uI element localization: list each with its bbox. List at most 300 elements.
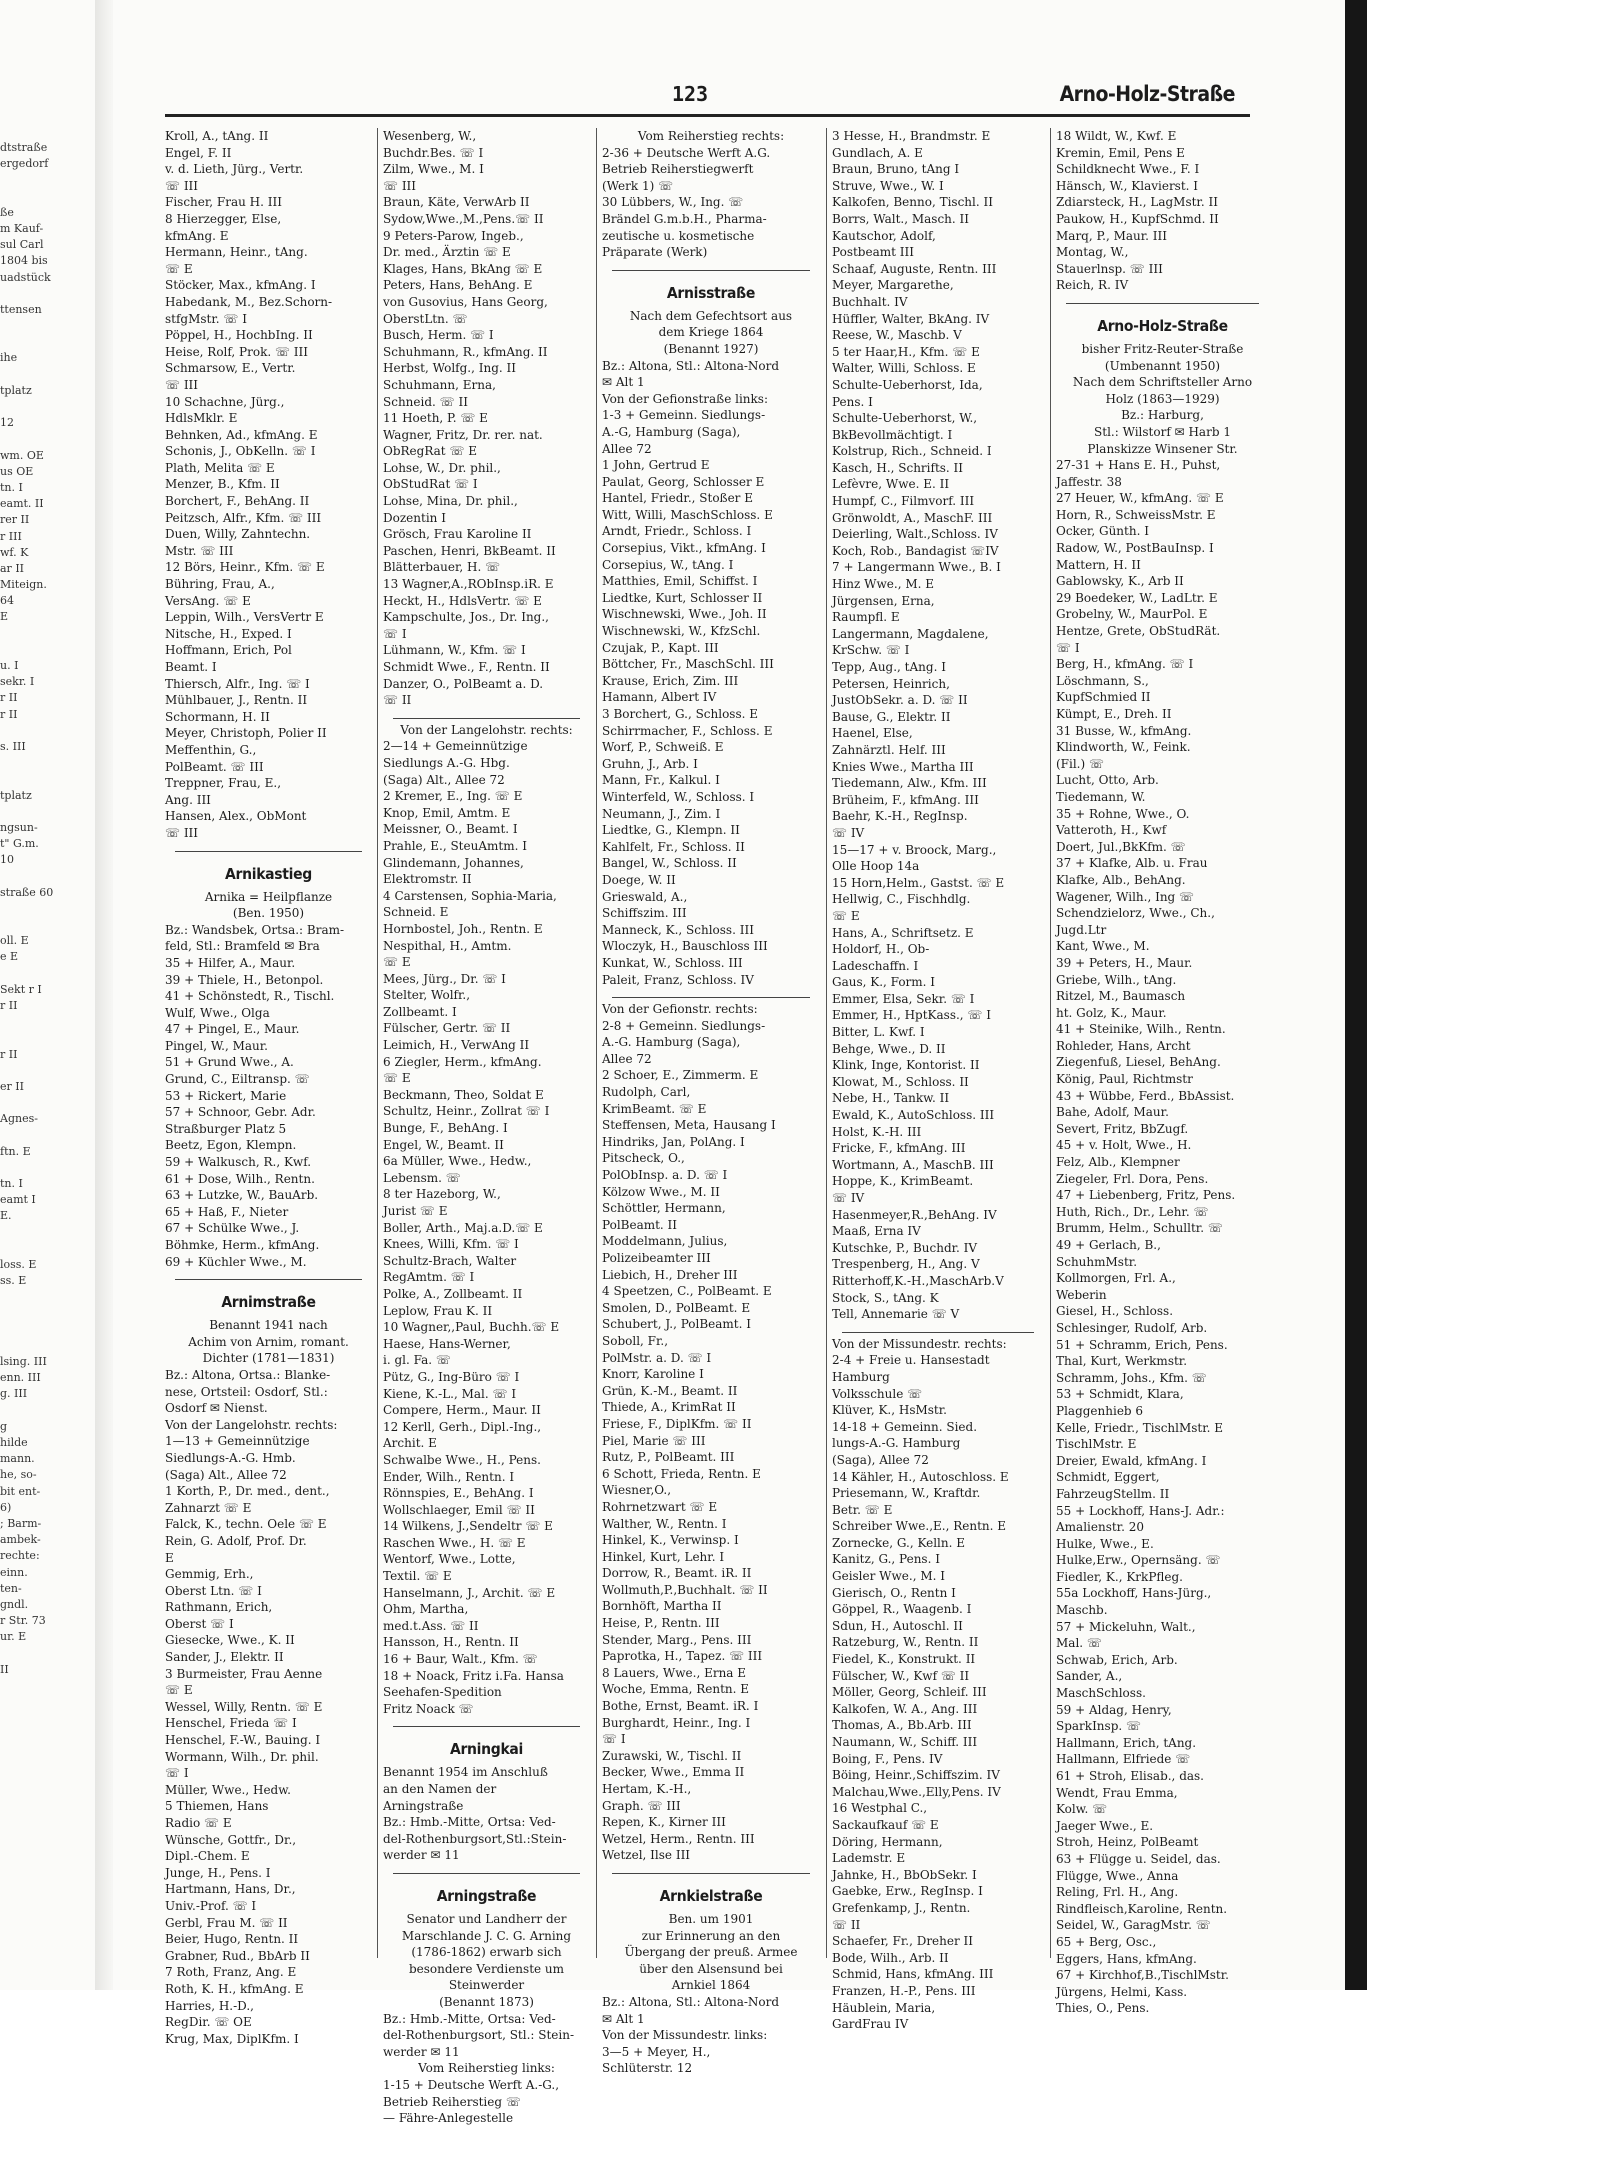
- directory-entry-line: Grieswald, A.,: [602, 889, 688, 904]
- directory-entry-line: Emmer, Elsa, Sekr. ☏ I: [832, 991, 975, 1006]
- directory-entry-line: Postbeamt III: [832, 245, 914, 260]
- previous-page-line: [0, 286, 90, 302]
- directory-entry-line: Knop, Emil, Amtm. E: [383, 805, 511, 820]
- directory-entry-line: MaschSchloss.: [1056, 1686, 1146, 1701]
- directory-entry-line: 29 Boedeker, W., LadLtr. E: [1056, 590, 1218, 605]
- directory-entry-line: 53 + Rickert, Marie: [165, 1088, 287, 1103]
- previous-page-line: II: [0, 1662, 9, 1676]
- directory-entry-line: Wendt, Frau Emma,: [1056, 1785, 1178, 1800]
- directory-entry-line: Jugd.Ltr: [1056, 922, 1107, 937]
- directory-entry-line: Duen, Willy, Zahntechn.: [165, 527, 311, 542]
- directory-entry-line: 2-36 + Deutsche Werft A.G.: [602, 145, 771, 160]
- directory-entry-line: Siedlungs-A.-G. Hmb.: [165, 1450, 296, 1465]
- directory-entry-line: ✉ Alt 1: [602, 2011, 645, 2026]
- directory-entry-line: Polke, A., Zollbeamt. II: [383, 1286, 523, 1301]
- directory-entry-line: A.-G. Hamburg (Saga),: [602, 1035, 741, 1050]
- directory-entry-line: 12 Börs, Heinr., Kfm. ☏ E: [165, 560, 325, 575]
- directory-entry-line: Meyer, Margarethe,: [832, 278, 954, 293]
- directory-entry-line: Woche, Emma, Rentn. E: [602, 1682, 750, 1697]
- directory-entry-line: Walther, W., Rentn. I: [602, 1516, 727, 1531]
- section-divider: [175, 842, 362, 852]
- column-divider: [596, 128, 597, 1958]
- directory-entry-line: HdlsMklr. E: [165, 411, 238, 426]
- directory-entry-line: Wulf, Wwe., Olga: [165, 1005, 270, 1020]
- directory-entry-line: Fischer, Frau H. III: [165, 195, 282, 210]
- previous-page-line: [0, 1338, 90, 1354]
- directory-entry-line: Wortmann, A., MaschB. III: [832, 1157, 994, 1172]
- directory-entry-line: Zollbeamt. I: [383, 1004, 457, 1019]
- directory-entry-line: 67 + Kirchhof,B.,TischlMstr.: [1056, 1968, 1229, 1983]
- previous-page-line: [0, 1225, 90, 1241]
- directory-entry-line: OberstLtn. ☏: [383, 311, 468, 326]
- directory-entry-line: Bühring, Frau, A.,: [165, 577, 275, 592]
- section-divider: [612, 1864, 810, 1874]
- directory-entry-line: 57 + Mickeluhn, Walt.,: [1056, 1619, 1196, 1634]
- directory-entry-line: ☏ II: [383, 693, 412, 708]
- directory-entry-line: Lademstr. E: [832, 1851, 906, 1866]
- directory-entry-line: Klowat, M., Schloss. II: [832, 1074, 969, 1089]
- directory-entry-line: del-Rothenburgsort, Stl.: Stein-: [383, 2028, 575, 2043]
- directory-entry-line: Benannt 1954 im Anschluß: [383, 1765, 548, 1780]
- directory-entry-line: Schulte-Ueberhorst, Ida,: [832, 377, 983, 392]
- previous-page-line: [0, 189, 90, 205]
- previous-page-line: 10: [0, 853, 14, 867]
- previous-page-line: tn. I: [0, 480, 23, 494]
- directory-entry-line: i. gl. Fa. ☏: [383, 1353, 451, 1368]
- previous-page-line: 12: [0, 416, 14, 430]
- directory-entry-line: 8 Hierzegger, Else,: [165, 211, 282, 226]
- directory-entry-line: Thiede, A., KrimRat II: [602, 1400, 736, 1415]
- previous-page-line: wm. OE: [0, 448, 44, 462]
- previous-page-line: u. I: [0, 659, 19, 672]
- directory-entry-line: Mees, Jürg., Dr. ☏ I: [383, 971, 506, 986]
- directory-entry-line: an den Namen der: [383, 1782, 497, 1796]
- directory-entry-line: 3 Burmeister, Frau Aenne: [165, 1666, 323, 1681]
- directory-entry-line: Pingel, W., Maur.: [165, 1038, 268, 1053]
- directory-entry-line: Mühlbauer, J., Rentn. II: [165, 693, 308, 708]
- directory-entry-line: Beamt. I: [165, 660, 217, 674]
- directory-entry-line: Betr. ☏ E: [832, 1502, 893, 1517]
- street-note-line: über den Alsensund bei: [639, 1961, 783, 1976]
- previous-page-line: eamt I: [0, 1193, 36, 1207]
- street-note-line: Arnika = Heilpflanze: [204, 889, 333, 904]
- previous-page-line: eamt. II: [0, 497, 44, 511]
- directory-entry-line: RegDir. ☏ OE: [165, 2015, 252, 2030]
- directory-entry-line: Müller, Wwe., Hedw.: [165, 1782, 291, 1797]
- directory-entry-line: Koch, Rob., Bandagist ☏IV: [832, 543, 999, 558]
- directory-entry-line: Hoffmann, Erich, Pol: [165, 643, 292, 658]
- directory-entry-line: lungs-A.-G. Hamburg: [832, 1436, 961, 1451]
- directory-entry-line: E: [165, 1550, 174, 1565]
- street-note-line: Bz.: Harburg,: [1121, 408, 1204, 423]
- directory-entry-line: 59 + Aldag, Henry,: [1056, 1702, 1172, 1717]
- directory-entry-line: Buchhalt. IV: [832, 294, 908, 309]
- directory-entry-line: Gruhn, J., Arb. I: [602, 756, 698, 771]
- previous-page-line: rechte:: [0, 1549, 40, 1563]
- directory-entry-line: Baehr, K.-H., RegInsp.: [832, 809, 968, 824]
- directory-entry-line: 3—5 + Meyer, H.,: [602, 2044, 711, 2059]
- directory-entry-line: 41 + Schönstedt, R., Tischl.: [165, 989, 335, 1004]
- directory-entry-line: Kalkofen, W. A., Ang. III: [832, 1701, 978, 1716]
- directory-entry-line: 55a Lockhoff, Hans-Jürg.,: [1056, 1586, 1212, 1601]
- directory-entry-line: Hulke,Erw., Opernsäng. ☏: [1056, 1553, 1221, 1568]
- directory-entry-line: 27 Heuer, W., kfmAng. ☏ E: [1056, 491, 1224, 506]
- previous-page-line: [0, 1014, 90, 1030]
- directory-entry-line: Osdorf ✉ Nienst.: [165, 1401, 268, 1416]
- directory-entry-line: Schulte-Ueberhorst, W.,: [832, 411, 978, 426]
- directory-entry-line: ☏ I: [602, 1732, 626, 1747]
- previous-page-line: straße 60: [0, 885, 54, 899]
- previous-page-line: ftn. E: [0, 1144, 31, 1158]
- directory-entry-line: Schonis, J., ObKelln. ☏ I: [165, 444, 316, 459]
- directory-entry-line: Klüver, K., HsMstr.: [832, 1403, 947, 1418]
- directory-entry-line: Archit. E: [383, 1436, 437, 1451]
- directory-entry-line: Rathmann, Erich,: [165, 1600, 273, 1615]
- directory-entry-line: Zilm, Wwe., M. I: [383, 162, 484, 177]
- directory-entry-line: Rindfleisch,Karoline, Rentn.: [1056, 1901, 1228, 1916]
- directory-entry-line: Hans, A., Schriftsetz. E: [832, 925, 974, 940]
- directory-entry-line: Czujak, P., Kapt. III: [602, 640, 719, 655]
- directory-entry-line: Radio ☏ E: [165, 1816, 232, 1830]
- directory-entry-line: Nespithal, H., Amtm.: [383, 938, 512, 953]
- previous-page-line: E.: [0, 1209, 12, 1223]
- directory-entry-line: 1-3 + Gemeinn. Siedlungs-: [602, 408, 766, 423]
- directory-entry-line: Kremin, Emil, Pens E: [1056, 145, 1185, 160]
- directory-entry-line: ☏ III: [165, 377, 199, 392]
- directory-entry-line: Sydow,Wwe.,M.,Pens.☏ II: [383, 211, 544, 226]
- previous-page-fragment: [0, 140, 90, 1940]
- section-divider: [393, 709, 580, 719]
- directory-entry-line: Schneid. E: [383, 905, 449, 920]
- previous-page-line: uadstück: [0, 270, 51, 284]
- directory-entry-line: 51 + Grund Wwe., A.: [165, 1055, 294, 1070]
- previous-page-line: enn. III: [0, 1371, 41, 1385]
- directory-entry-line: Schmarsow, E., Vertr.: [165, 361, 296, 376]
- directory-entry-line: Wetzel, Ilse III: [602, 1848, 691, 1863]
- street-note-line: Stl.: Wilstorf ✉ Harb 1: [1094, 424, 1231, 439]
- directory-entry-line: Kalkofen, Benno, Tischl. II: [832, 195, 993, 210]
- directory-entry-line: (Saga), Allee 72: [832, 1452, 929, 1467]
- directory-entry-line: Gablowsky, K., Arb II: [1056, 574, 1184, 589]
- directory-entry-line: Stender, Marg., Pens. III: [602, 1632, 752, 1647]
- directory-entry-line: Wollmuth,P.,Buchhalt. ☏ II: [602, 1582, 768, 1597]
- directory-entry-line: Buchdr.Bes. ☏ I: [383, 145, 484, 160]
- previous-page-line: ten-: [0, 1581, 22, 1595]
- directory-entry-line: Betrieb Reiherstiegwerft: [602, 162, 754, 177]
- directory-entry-line: Schramm, Johs., Kfm. ☏: [1056, 1370, 1207, 1385]
- street-heading: Arnimstraße: [221, 1293, 316, 1312]
- directory-entry-line: Herbst, Wolfg., Ing. II: [383, 361, 517, 376]
- directory-entry-line: Von der Gefionstraße links:: [602, 391, 768, 406]
- directory-entry-line: Habedank, M., Bez.Schorn-: [165, 294, 333, 309]
- directory-entry-line: Böing, Heinr.,Schiffszim. IV: [832, 1768, 1000, 1783]
- directory-entry-line: Repen, K., Kirner III: [602, 1815, 726, 1830]
- directory-entry-line: Sander, J., Elektr. II: [165, 1650, 284, 1665]
- directory-entry-line: TischlMstr. E: [1056, 1437, 1137, 1452]
- street-note-line: Nach dem Gefechtsort aus: [629, 308, 793, 323]
- directory-entry-line: 47 + Liebenberg, Fritz, Pens.: [1056, 1188, 1236, 1203]
- directory-entry-line: nese, Ortsteil: Osdorf, Stl.:: [165, 1384, 328, 1399]
- directory-entry-line: Glindemann, Johannes,: [383, 855, 524, 870]
- directory-entry-line: Ratzeburg, W., Rentn. II: [832, 1635, 979, 1650]
- previous-page-line: ur. E: [0, 1630, 27, 1644]
- directory-entry-line: 12 Kerll, Gerh., Dipl.-Ing.,: [383, 1419, 542, 1434]
- directory-entry-line: Emmer, H., HptKass., ☏ I: [832, 1008, 991, 1023]
- directory-entry-line: Bz.: Hmb.-Mitte, Ortsa: Ved-: [383, 2011, 556, 2026]
- directory-entry-line: Wormann, Wilh., Dr. phil.: [165, 1749, 319, 1764]
- directory-entry-line: Grefenkamp, J., Rentn.: [832, 1900, 971, 1915]
- directory-entry-line: PolObInsp. a. D. ☏ I: [602, 1168, 728, 1183]
- directory-entry-line: Ladeschaffn. I: [832, 958, 919, 973]
- street-note-line: bisher Fritz-Reuter-Straße: [1081, 341, 1244, 356]
- directory-column-5: [1056, 128, 1269, 2016]
- street-note-line: besondere Verdienste um: [408, 1961, 565, 1976]
- previous-page-line: er II: [0, 1079, 24, 1093]
- directory-entry-line: werder ✉ 11: [383, 2044, 460, 2059]
- directory-entry-line: Behnken, Ad., kfmAng. E: [165, 427, 318, 442]
- directory-entry-line: Borrs, Walt., Masch. II: [832, 211, 970, 226]
- directory-entry-line: Beetz, Egon, Klempn.: [165, 1138, 297, 1153]
- previous-page-line: oll. E: [0, 934, 29, 948]
- street-note-line: Achim von Arnim, romant.: [188, 1334, 349, 1349]
- directory-entry-line: Menzer, B., Kfm. II: [165, 477, 280, 492]
- directory-entry-line: Meyer, Christoph, Polier II: [165, 726, 327, 741]
- directory-entry-line: 65 + Berg, Osc.,: [1056, 1934, 1157, 1949]
- directory-entry-line: (Saga) Alt., Allee 72: [383, 772, 505, 787]
- directory-entry-line: Hansson, H., Rentn. II: [383, 1635, 519, 1650]
- section-divider: [175, 1270, 362, 1280]
- directory-entry-line: (Fil.) ☏: [1056, 756, 1104, 771]
- directory-entry-line: Haese, Hans-Werner,: [383, 1336, 511, 1351]
- directory-entry-line: Präparate (Werk): [602, 245, 708, 260]
- directory-entry-line: Corsepius, Vikt., kfmAng. I: [602, 541, 766, 556]
- previous-page-line: [0, 1030, 90, 1046]
- directory-entry-line: Wischnewski, W., KfzSchl.: [602, 624, 761, 639]
- previous-page-line: r II: [0, 691, 18, 705]
- directory-entry-line: 1-15 + Deutsche Werft A.-G.,: [383, 2077, 560, 2092]
- directory-entry-line: 30 Lübbers, W., Ing. ☏: [602, 195, 744, 210]
- previous-page-line: [0, 771, 90, 787]
- directory-entry-line: Polizeibeamter III: [602, 1251, 711, 1265]
- directory-entry-line: 2 Schoer, E., Zimmerm. E: [602, 1068, 759, 1083]
- directory-entry-line: Lucht, Otto, Arb.: [1056, 773, 1159, 788]
- directory-entry-line: feld, Stl.: Bramfeld ✉ Bra: [165, 939, 320, 954]
- directory-entry-line: Raumpfl. E: [832, 610, 900, 625]
- directory-entry-line: Paprotka, H., Tapez. ☏ III: [602, 1649, 763, 1664]
- previous-page-line: [0, 1160, 90, 1176]
- directory-entry-line: Reese, W., Maschb. V: [832, 328, 962, 343]
- directory-entry-line: Schirrmacher, F., Schloss. E: [602, 723, 773, 738]
- directory-entry-line: Worf, P., Schweiß. E: [602, 740, 724, 755]
- directory-entry-line: Betrieb Reiherstieg ☏: [383, 2094, 521, 2109]
- directory-entry-line: Busch, Herm. ☏ I: [383, 328, 494, 343]
- directory-entry-line: Harries, H.-D.,: [165, 1998, 254, 2013]
- previous-page-line: ergedorf: [0, 157, 49, 171]
- directory-entry-line: Krug, Max, DiplKfm. I: [165, 2031, 299, 2046]
- directory-entry-line: Straßburger Platz 5: [165, 1121, 287, 1136]
- previous-page-line: [0, 1241, 90, 1257]
- previous-page-line: ar II: [0, 561, 25, 575]
- directory-entry-line: Thomas, A., Bb.Arb. III: [832, 1718, 972, 1733]
- previous-page-line: [0, 642, 90, 658]
- directory-entry-line: 6 Ziegler, Herm., kfmAng.: [383, 1054, 542, 1069]
- directory-entry-line: Bz.: Altona, Stl.: Altona-Nord: [602, 358, 780, 373]
- directory-entry-line: Matthies, Emil, Schiffst. I: [602, 574, 758, 589]
- directory-entry-line: Klages, Hans, BkAng ☏ E: [383, 261, 543, 276]
- directory-entry-line: Gundlach, A. E: [832, 145, 923, 160]
- directory-entry-line: PolBeamt. ☏ III: [165, 759, 264, 774]
- previous-page-line: 1804 bis: [0, 254, 48, 268]
- directory-entry-line: Elektromstr. II: [383, 872, 472, 887]
- directory-entry-line: Berg, H., kfmAng. ☏ I: [1056, 657, 1194, 672]
- street-note-line: Nach dem Schriftsteller Arno: [1072, 375, 1253, 390]
- directory-entry-line: Heckt, H., HdlsVertr. ☏ E: [383, 593, 542, 608]
- directory-entry-line: KupfSchmied II: [1056, 690, 1151, 705]
- directory-entry-line: Danzer, O., PolBeamt a. D.: [383, 676, 544, 691]
- directory-entry-line: 13 Wagner,A.,RObInsp.iR. E: [383, 577, 554, 592]
- directory-entry-line: Lühmann, W., Kfm. ☏ I: [383, 643, 526, 658]
- directory-entry-line: Prahle, E., SteuAmtm. I: [383, 838, 527, 853]
- directory-entry-line: Schlüterstr. 12: [602, 2061, 693, 2076]
- directory-entry-line: Schuhmann, R., kfmAng. II: [383, 344, 548, 359]
- directory-entry-line: Hulke, Wwe., E.: [1056, 1536, 1154, 1551]
- directory-entry-line: A.-G, Hamburg (Saga),: [602, 424, 741, 439]
- directory-entry-line: Rein, G. Adolf, Prof. Dr.: [165, 1533, 307, 1548]
- directory-entry-line: Stöcker, Max., kfmAng. I: [165, 278, 316, 293]
- previous-page-line: g. III: [0, 1387, 28, 1401]
- column-divider: [826, 128, 827, 1958]
- directory-entry-line: Wollschlaeger, Emil ☏ II: [383, 1502, 535, 1517]
- directory-entry-line: Oberst ☏ I: [165, 1616, 234, 1631]
- directory-entry-line: 53 + Schmidt, Klara,: [1056, 1387, 1184, 1402]
- directory-entry-line: Hindriks, Jan, PolAng. I: [602, 1134, 745, 1149]
- directory-entry-line: Wagner, Fritz, Dr. rer. nat.: [383, 427, 543, 442]
- previous-page-line: [0, 804, 90, 820]
- previous-page-line: Sekt r I: [0, 982, 42, 996]
- directory-entry-line: Wetzel, Herm., Rentn. III: [602, 1831, 755, 1846]
- directory-entry-line: Neumann, J., Zim. I: [602, 806, 721, 821]
- directory-entry-line: Eggers, Hans, kfmAng.: [1056, 1951, 1197, 1966]
- previous-page-line: tplatz: [0, 383, 32, 397]
- directory-entry-line: Bz.: Hmb.-Mitte, Ortsa: Ved-: [383, 1815, 556, 1830]
- directory-entry-line: 10 Wagner,,Paul, Buchh.☏ E: [383, 1320, 560, 1335]
- directory-entry-line: ☏ II: [832, 1917, 861, 1932]
- directory-entry-line: ☏ I: [165, 1766, 189, 1781]
- previous-page-line: gndl.: [0, 1597, 29, 1611]
- directory-entry-line: König, Paul, Richtmstr: [1056, 1072, 1193, 1087]
- directory-entry-line: Kautschor, Adolf,: [832, 228, 936, 243]
- directory-entry-line: Rohrnetzwart ☏ E: [602, 1499, 718, 1514]
- directory-entry-line: PolMstr. a. D. ☏ I: [602, 1350, 712, 1365]
- directory-entry-line: Bornhöft, Martha II: [602, 1599, 722, 1614]
- directory-entry-line: Holst, K.-H. III: [832, 1124, 922, 1139]
- header-rule: [165, 114, 1250, 117]
- directory-entry-line: Löschmann, S.,: [1056, 673, 1149, 688]
- directory-entry-line: Schendzielorz, Wwe., Ch.,: [1056, 906, 1215, 921]
- directory-entry-line: Jaffestr. 38: [1056, 474, 1122, 489]
- directory-entry-line: 65 + Haß, F., Nieter: [165, 1204, 289, 1219]
- directory-entry-line: Sdun, H., Autoschl. II: [832, 1618, 963, 1633]
- directory-entry-line: Humpf, C., Filmvorf. III: [832, 494, 975, 509]
- directory-entry-line: Smolen, D., PolBeamt. E: [602, 1300, 751, 1315]
- previous-page-line: r II: [0, 1047, 18, 1061]
- directory-entry-line: 7 Roth, Franz, Ang. E: [165, 1965, 297, 1980]
- directory-entry-line: Junge, H., Pens. I: [165, 1865, 271, 1880]
- previous-page-line: dtstraße: [0, 141, 48, 154]
- section-divider: [393, 1864, 580, 1874]
- directory-entry-line: Textil. ☏ E: [383, 1569, 452, 1584]
- directory-entry-line: Wentorf, Wwe., Lotte,: [383, 1552, 516, 1567]
- directory-entry-line: Hornbostel, Joh., Rentn. E: [383, 921, 543, 936]
- directory-entry-line: Dreier, Ewald, kfmAng. I: [1056, 1453, 1207, 1468]
- directory-entry-line: Fiedel, K., Konstrukt. II: [832, 1652, 976, 1667]
- directory-entry-line: Steffensen, Meta, Hausang I: [602, 1118, 776, 1133]
- directory-entry-line: Hinkel, Kurt, Lehr. I: [602, 1549, 725, 1564]
- directory-entry-line: Volksschule ☏: [832, 1386, 923, 1401]
- directory-entry-line: Heise, Rolf, Prok. ☏ III: [165, 344, 309, 359]
- previous-page-line: r II: [0, 707, 18, 721]
- directory-entry-line: Knorr, Karoline I: [602, 1367, 704, 1382]
- directory-entry-line: Kiene, K.-L., Mal. ☏ I: [383, 1386, 517, 1401]
- directory-entry-line: Lebensm. ☏: [383, 1170, 461, 1185]
- directory-entry-line: SchuhmMstr.: [1056, 1254, 1138, 1269]
- directory-entry-line: Bode, Wilh., Arb. II: [832, 1950, 949, 1965]
- directory-entry-line: Kroll, A., tAng. II: [165, 129, 269, 143]
- directory-entry-line: 14 Wilkens, J.,Sendeltr ☏ E: [383, 1519, 553, 1534]
- previous-page-line: m Kauf-: [0, 221, 44, 235]
- directory-entry-line: Ang. III: [165, 792, 211, 807]
- directory-entry-line: Plaggenhieb 6: [1056, 1403, 1144, 1418]
- directory-entry-line: Fülscher, W., Kwf ☏ II: [832, 1668, 970, 1683]
- directory-entry-line: Jurist ☏ E: [383, 1204, 448, 1218]
- directory-entry-line: ObRegRat ☏ E: [383, 444, 478, 459]
- directory-entry-line: Ritterhoff,K.-H.,MaschArb.V: [832, 1273, 1004, 1288]
- directory-entry-line: stfgMstr. ☏ I: [165, 311, 247, 326]
- directory-entry-line: 2—14 + Gemeinnützige: [383, 739, 528, 754]
- directory-entry-line: 47 + Pingel, E., Maur.: [165, 1022, 300, 1037]
- directory-entry-line: Lefèvre, Wwe. E. II: [832, 477, 950, 492]
- directory-entry-line: Wagener, Wilh., Ing ☏: [1056, 889, 1195, 904]
- directory-entry-line: Pens. I: [832, 394, 873, 409]
- directory-entry-line: Kutschke, P., Buchdr. IV: [832, 1240, 978, 1255]
- directory-entry-line: Grabner, Rud., BbArb II: [165, 1948, 310, 1963]
- directory-entry-line: Hamburg: [832, 1369, 890, 1384]
- directory-entry-line: Meffenthin, G.,: [165, 742, 257, 757]
- street-heading: Arningstraße: [436, 1886, 537, 1905]
- directory-entry-line: 55 + Lockhoff, Hans-J. Adr.:: [1056, 1503, 1225, 1518]
- directory-entry-line: Dorrow, R., Beamt. iR. II: [602, 1566, 752, 1581]
- previous-page-line: ss. E: [0, 1274, 27, 1288]
- directory-entry-line: Brumm, Helm., Schulltr. ☏: [1056, 1221, 1223, 1236]
- directory-entry-line: Holdorf, H., Ob-: [832, 942, 930, 957]
- directory-entry-line: Hellwig, C., Fischhdlg.: [832, 892, 971, 907]
- directory-entry-line: Bause, G., Elektr. II: [832, 709, 951, 724]
- street-note-line: (Umbenannt 1950): [1104, 358, 1221, 373]
- directory-entry-line: Lohse, W., Dr. phil.,: [383, 460, 501, 475]
- directory-entry-line: Gaebke, Erw., RegInsp. I: [832, 1884, 983, 1899]
- directory-entry-line: Meissner, O., Beamt. I: [383, 822, 518, 837]
- directory-entry-line: Raschen Wwe., H. ☏ E: [383, 1535, 526, 1550]
- street-note-line: Ben. um 1901: [668, 1911, 754, 1926]
- directory-entry-line: 3 Hesse, H., Brandmstr. E: [832, 129, 991, 143]
- directory-entry-line: Allee 72: [602, 1051, 652, 1066]
- directory-column-3: [602, 128, 820, 2076]
- directory-entry-line: 61 + Stroh, Elisab., das.: [1056, 1769, 1204, 1783]
- directory-entry-line: Jaeger Wwe., E.: [1056, 1818, 1154, 1833]
- directory-entry-line: Schubert, J., PolBeamt. I: [602, 1317, 751, 1332]
- directory-entry-line: Burghardt, Heinr., Ing. I: [602, 1715, 751, 1730]
- directory-entry-line: Böttcher, Fr., MaschSchl. III: [602, 657, 774, 672]
